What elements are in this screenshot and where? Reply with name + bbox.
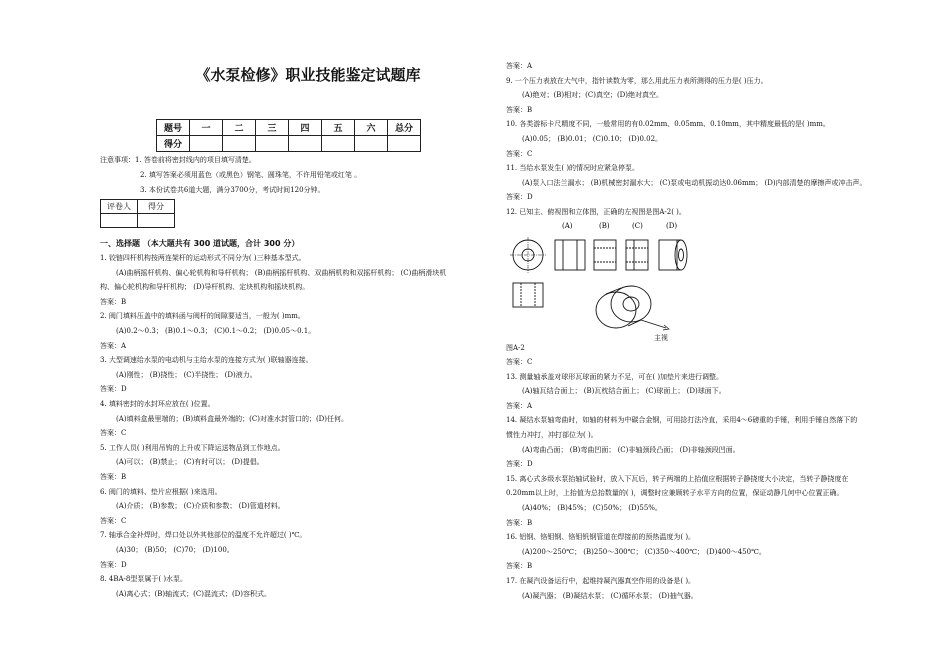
page-title: 《水泵检修》职业技能鉴定试题库 [195,66,421,84]
score-header-cell: 三 [256,120,289,136]
question-line: 12. 已知主、俯视图和立体图，正确的左视图是图A-2( )。 [506,208,686,216]
front-view-drawing [510,237,546,273]
question-line: 10. 各类游标卡尺精度不同，一般常用的有0.02mm、0.05mm、0.10mm，其中精度最低的是( )mm。 [506,120,830,129]
question-line: 答案：C [100,429,127,438]
question-line: 7. 轴承合金补焊时，焊口处以外其他部位的温度不允许超过( )℃。 [100,531,307,540]
option-b-drawing [594,240,616,270]
figure-option-label: (D) [666,222,678,230]
option-c-drawing [626,240,648,270]
score-cell [322,136,355,152]
question-line: 0.20mm以上时，上抬值为总抬数量的( )，调整时应兼顾转子水平方向的位置，保证动静几何中心位置正确。 [506,489,844,498]
question-line: (A)填料盒最里端的；(B)填料盒最外端的；(C)对准水封管口的；(D)任何。 [116,414,349,423]
figure-option-label: (C) [632,222,643,230]
question-line: 15. 离心式多级水泵抬轴试验时，放入下瓦后，转子两端的上抬值应根据转子静挠度大小决定，当转子静挠度在 [506,474,849,483]
question-line: 答案：A [100,341,127,350]
score-header-cell: 五 [322,120,355,136]
question-line: (A)40%； (B)45%； (C)50%； (D)55%。 [522,504,662,512]
grader-cell [101,214,138,228]
figure-caption: 图A-2 [506,344,525,352]
notes-line: 2. 填写答案必须用蓝色（或黑色）钢笔、圆珠笔，不许用铅笔或红笔 。 [140,171,362,179]
question-line: (A)绝对；(B)相对；(C)真空；(D)绝对真空。 [522,91,664,100]
question-line: (A)轴瓦结合面上； (B)瓦枕结合面上； (C)球面上； (D)球面下。 [522,387,726,396]
score-header-cell: 二 [223,120,256,136]
question-line: (A)刚性； (B)挠性； (C)半挠性； (D)液力。 [116,370,257,379]
grader-cell [138,214,175,228]
question-line: (A)凝汽器； (B)凝结水泵； (C)循环水泵； (D)抽气器。 [522,591,698,600]
question-line: 答案：C [506,149,533,158]
question-line: 5. 工作人员( )利用吊钩的上升或下降运送物品到工作地点。 [100,443,285,452]
question-line: 构、偏心轮机构和导杆机构； (D)导杆机构、定块机构和摇块机构。 [100,283,310,292]
question-line: (A)200～250℃； (B)250～300℃； (C)350～400℃； (D)400～450℃。 [522,547,766,556]
score-header-cell: 总分 [388,120,421,136]
question-line: 13. 测量轴承盖对球形瓦球面的紧力不足，可在( )加垫片来进行调整。 [506,372,724,381]
figure-option-label: (A) [562,222,573,230]
question-line: (A)介质； (B)参数； (C)介质和参数； (D)管道材料。 [116,502,285,511]
score-row-label: 得分 [157,136,190,152]
figure-a2 [506,218,926,348]
question-line: 2. 阀门填料压盖中的填料函与阀杆的间隙要适当，一般为( )mm。 [100,312,305,321]
question-line: 答案：D [506,193,533,202]
question-line: 3. 大型调速给水泵的电动机与主给水泵的连接方式为( )联轴器连接。 [100,356,313,365]
score-cell [355,136,388,152]
score-table-value-row [157,136,421,152]
question-line: 答案：B [506,105,533,114]
grader-header-cell: 评卷人 [101,200,138,214]
score-table-header-row [157,120,421,136]
view-label: 主视 [654,334,668,342]
question-line: 答案：A [506,62,533,70]
isometric-drawing [596,286,669,330]
score-header-cell: 一 [190,120,223,136]
question-line: 16. 铝钢、铬钼钢、铬钼钒钢管道在焊接前的预热温度为( )。 [506,533,696,542]
question-line: (A)离心式；(B)轴流式；(C)混流式；(D)容积式。 [116,589,272,598]
question-line: 答案：B [506,562,533,571]
question-line: 答案：B [506,518,533,527]
option-d-drawing [659,240,687,270]
question-line: (A)泵入口法兰漏水； (B)机械密封漏水大； (C)泵或电动机振动达0.06mm； (D)内部清楚的摩擦声或冲击声。 [522,178,867,187]
score-table [156,119,421,152]
figure-option-label: (B) [599,222,610,230]
grader-table [100,199,175,228]
question-line: (A)可以； (B)禁止； (C)有时可以； (D)提倡。 [116,458,264,467]
question-line: 答案：D [506,460,533,469]
question-line: 1. 铰链四杆机构按两连架杆的运动形式不同分为( )三种基本型式。 [100,254,306,262]
question-line: 8. 4BA-8型泵属于( )水泵。 [100,575,188,584]
question-line: 惯性力冲打，冲打部位为( )。 [506,431,598,439]
question-line: (A)曲柄摇杆机构、偏心轮机构和导杆机构； (B)曲柄摇杆机构、双曲柄机构和双摇杆机构； (C)曲柄滑块机 [116,268,447,277]
section-title: 一、选择题 （本大题共有 300 道试题，合计 300 分） [100,239,300,248]
score-header-cell: 四 [289,120,322,136]
notes-line: 3. 本份试卷共6道大题，满分3700分，考试时间120分钟。 [140,186,325,194]
score-header-cell: 题号 [157,120,190,136]
score-cell [256,136,289,152]
question-line: 6. 阀门的填料、垫片应根据( )来选用。 [100,487,222,496]
grader-header-cell: 得分 [138,200,175,214]
score-cell [289,136,322,152]
question-line: 17. 在凝汽设备运行中，起维持凝汽器真空作用的设备是( )。 [506,577,696,585]
question-line: (A)0.05； (B)0.01； (C)0.10； (D)0.02。 [522,135,663,143]
question-line: 9. 一个压力表放在大气中，指针读数为零，那么用此压力表所测得的压力是( )压力。 [506,76,768,85]
notes-line: 注意事项：1. 答卷前将密封线内的项目填写清楚。 [100,156,256,164]
score-cell [223,136,256,152]
question-line: 11. 当给水泵发生( )的情况时应紧急停泵。 [506,164,640,173]
question-line: 4. 填料密封的水封环应放在( )位置。 [100,400,215,408]
option-a-drawing [555,240,585,270]
score-cell [388,136,421,152]
question-line: 答案：A [506,401,533,410]
question-line: 答案：B [100,297,127,306]
question-line: 答案：B [100,473,127,481]
question-line: (A)0.2～0.3； (B)0.1～0.3； (C)0.1～0.2； (D)0.05～0.1。 [116,327,316,335]
top-view-drawing [513,283,543,307]
question-line: 答案：C [100,516,127,525]
score-cell [190,136,223,152]
question-line: 14. 凝结水泵轴弯曲时，如轴的材料为中碳合金钢，可用捻打法冷直，采用4～6磅重的手锤，利用手锤自然落下的 [506,416,858,425]
score-header-cell: 六 [355,120,388,136]
question-line: 答案：C [506,358,533,366]
question-line: 答案：D [100,385,127,394]
question-line: 答案：D [100,560,127,569]
question-line: (A)30； (B)50； (C)70； (D)100。 [116,546,234,554]
question-line: (A)弯曲凸面； (B)弯曲凹面； (C)非轴颈段凸面； (D)非轴颈段凹面。 [522,445,740,454]
